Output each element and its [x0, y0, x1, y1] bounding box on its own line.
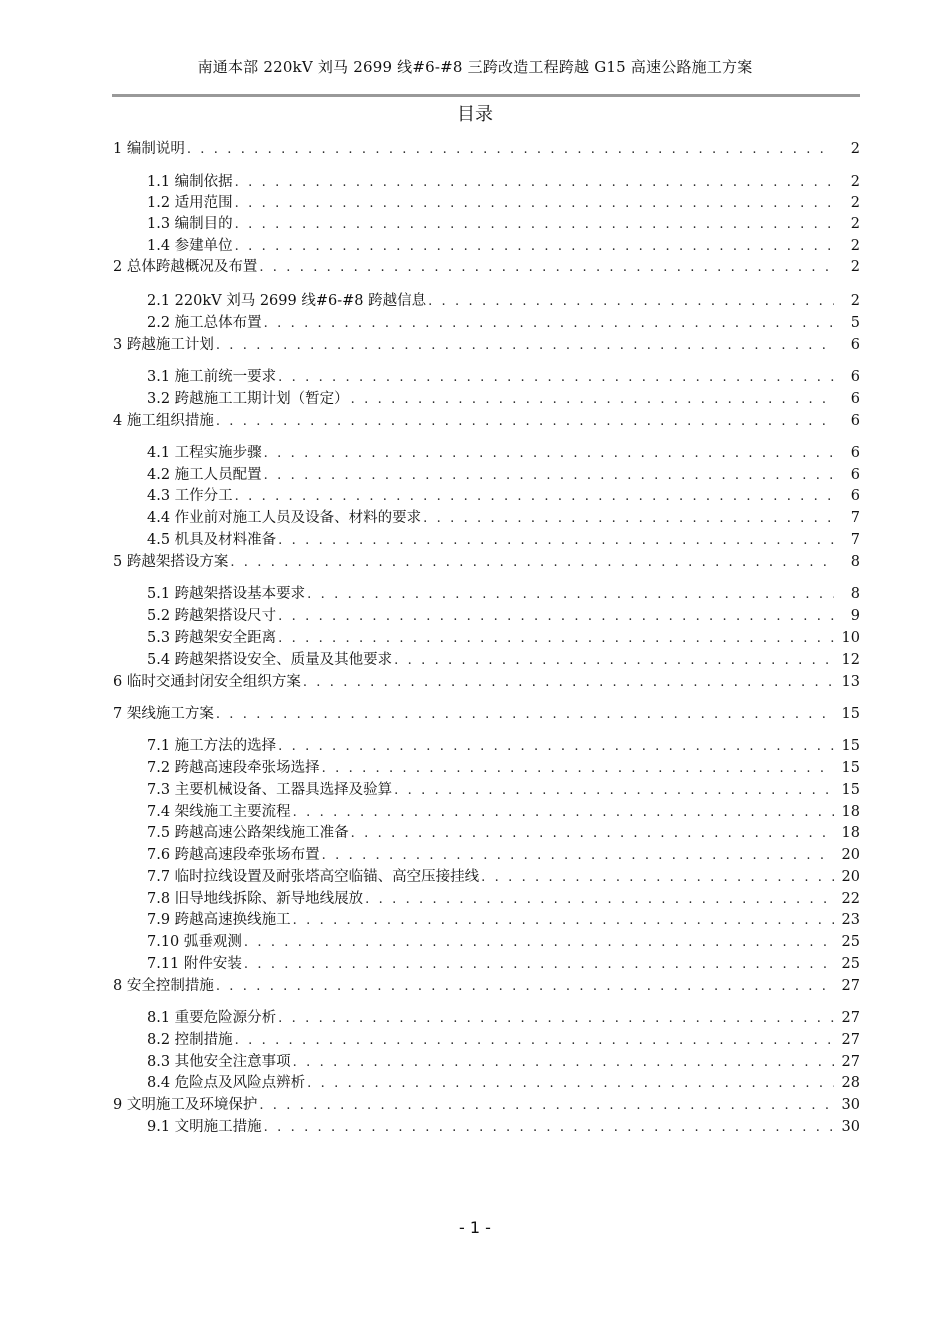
- toc-leader-dots: [264, 1118, 834, 1138]
- toc-entry-page: 2: [850, 141, 860, 157]
- toc-entry-label: 7.9 跨越高速换线施工: [147, 912, 291, 928]
- toc-entry-page: 13: [841, 674, 860, 690]
- toc-entry-page: 25: [841, 956, 860, 972]
- toc-leader-dots: [278, 607, 834, 627]
- toc-leader-dots: [278, 368, 834, 388]
- toc-entry-label: 4.1 工程实施步骤: [147, 445, 262, 461]
- toc-entry-label: 2.2 施工总体布置: [147, 315, 262, 331]
- toc-leader-dots: [264, 444, 834, 464]
- toc-leader-dots: [307, 585, 834, 605]
- toc-entry-page: 15: [841, 706, 860, 722]
- toc-leader-dots: [394, 781, 834, 801]
- toc-entry-label: 5.3 跨越架安全距离: [147, 630, 277, 646]
- toc-leader-dots: [187, 140, 834, 160]
- toc-entry-label: 7.3 主要机械设备、工器具选择及验算: [147, 782, 393, 798]
- toc-entry-label: 4.3 工作分工: [147, 488, 233, 504]
- toc-entry-page: 10: [841, 630, 860, 646]
- toc-entry-label: 4.5 机具及材料准备: [147, 532, 277, 548]
- toc-entry[interactable]: [147, 802, 860, 822]
- toc-leader-dots: [235, 173, 834, 193]
- toc-entry[interactable]: [147, 530, 860, 550]
- toc-entry-label: 4 施工组织措施: [113, 413, 214, 429]
- toc-entry-label: 8.3 其他安全注意事项: [147, 1054, 291, 1070]
- toc-entry-label: 7.2 跨越高速段牵张场选择: [147, 760, 320, 776]
- toc-entry[interactable]: [113, 704, 860, 724]
- toc-entry-page: 2: [850, 195, 860, 211]
- toc-entry[interactable]: [147, 291, 860, 311]
- toc-entry-page: 6: [850, 488, 860, 504]
- toc-entry-page: 18: [841, 804, 860, 820]
- toc-entry-label: 8.4 危险点及风险点辨析: [147, 1075, 306, 1091]
- toc-leader-dots: [244, 955, 834, 975]
- toc-entry-page: 28: [841, 1075, 860, 1091]
- toc-entry-page: 20: [841, 869, 860, 885]
- toc-entry-page: 2: [850, 259, 860, 275]
- toc-entry-page: 18: [841, 825, 860, 841]
- toc-leader-dots: [235, 237, 834, 257]
- toc-leader-dots: [230, 553, 834, 573]
- toc-entry-label: 7.7 临时拉线设置及耐张塔高空临锚、高空压接挂线: [147, 869, 480, 885]
- toc-leader-dots: [264, 466, 834, 486]
- toc-entry-page: 30: [841, 1119, 860, 1135]
- toc-entry-page: 6: [850, 337, 860, 353]
- toc-entry-page: 20: [841, 847, 860, 863]
- toc-entry-label: 6 临时交通封闭安全组织方案: [113, 674, 301, 690]
- toc-entry-label: 3.2 跨越施工工期计划（暂定）: [147, 391, 349, 407]
- toc-entry[interactable]: [113, 552, 860, 572]
- toc-leader-dots: [278, 1009, 834, 1029]
- toc-entry[interactable]: [147, 236, 860, 256]
- toc-entry[interactable]: [147, 465, 860, 485]
- toc-entry-label: 7.5 跨越高速公路架线施工准备: [147, 825, 349, 841]
- toc-title: 目录: [457, 104, 493, 125]
- toc-entry[interactable]: [147, 214, 860, 234]
- toc-entry-page: 6: [850, 445, 860, 461]
- toc-entry-label: 1 编制说明: [113, 141, 185, 157]
- toc-entry-label: 8.1 重要危险源分析: [147, 1010, 277, 1026]
- toc-entry-label: 5 跨越架搭设方案: [113, 554, 229, 570]
- toc-entry-page: 27: [841, 1032, 860, 1048]
- toc-leader-dots: [365, 890, 834, 910]
- toc-entry[interactable]: [147, 1008, 860, 1028]
- toc-leader-dots: [307, 1074, 834, 1094]
- toc-entry-label: 4.4 作业前对施工人员及设备、材料的要求: [147, 510, 422, 526]
- toc-leader-dots: [264, 314, 834, 334]
- toc-entry[interactable]: [113, 411, 860, 431]
- toc-entry-label: 3 跨越施工计划: [113, 337, 214, 353]
- toc-entry[interactable]: [147, 932, 860, 952]
- toc-leader-dots: [322, 759, 834, 779]
- toc-entry[interactable]: [147, 650, 860, 670]
- toc-leader-dots: [216, 336, 834, 356]
- toc-entry-label: 7.1 施工方法的选择: [147, 738, 277, 754]
- toc-entry-page: 8: [850, 554, 860, 570]
- toc-entry-page: 2: [850, 238, 860, 254]
- toc-entry[interactable]: [147, 193, 860, 213]
- toc-entry[interactable]: [147, 367, 860, 387]
- toc-entry-page: 27: [841, 1010, 860, 1026]
- toc-entry[interactable]: [147, 736, 860, 756]
- toc-leader-dots: [428, 292, 834, 312]
- toc-entry-label: 4.2 施工人员配置: [147, 467, 262, 483]
- toc-leader-dots: [303, 673, 834, 693]
- toc-entry[interactable]: [147, 486, 860, 506]
- toc-entry-page: 7: [850, 510, 860, 526]
- toc-entry[interactable]: [113, 335, 860, 355]
- header-rule: [112, 94, 860, 97]
- toc-entry[interactable]: [147, 1117, 860, 1137]
- toc-leader-dots: [235, 1031, 834, 1051]
- toc-leader-dots: [259, 258, 834, 278]
- toc-entry-label: 7.10 弧垂观测: [147, 934, 242, 950]
- page-number: - 1 -: [459, 1218, 491, 1237]
- toc-entry-label: 5.4 跨越架搭设安全、质量及其他要求: [147, 652, 393, 668]
- toc-entry-label: 7.4 架线施工主要流程: [147, 804, 291, 820]
- toc-entry[interactable]: [147, 313, 860, 333]
- toc-leader-dots: [293, 911, 834, 931]
- toc-entry[interactable]: [147, 1052, 860, 1072]
- document-header: 南通本部 220kV 刘马 2699 线#6-#8 三跨改造工程跨越 G15 高速公路施工方案: [197, 58, 753, 76]
- toc-leader-dots: [216, 412, 834, 432]
- toc-entry-label: 5.2 跨越架搭设尺寸: [147, 608, 277, 624]
- toc-entry[interactable]: [147, 1030, 860, 1050]
- toc-leader-dots: [423, 509, 834, 529]
- toc-leader-dots: [481, 868, 834, 888]
- toc-entry[interactable]: [113, 672, 860, 692]
- toc-entry[interactable]: [147, 845, 860, 865]
- toc-entry[interactable]: [147, 1073, 860, 1093]
- toc-entry-page: 2: [850, 216, 860, 232]
- toc-entry-label: 7.6 跨越高速段牵张场布置: [147, 847, 320, 863]
- toc-entry-page: 6: [850, 467, 860, 483]
- toc-entry-label: 3.1 施工前统一要求: [147, 369, 277, 385]
- toc-entry-page: 2: [850, 293, 860, 309]
- toc-leader-dots: [278, 531, 834, 551]
- toc-entry-page: 23: [841, 912, 860, 928]
- toc-leader-dots: [259, 1096, 834, 1116]
- toc-entry-page: 12: [841, 652, 860, 668]
- toc-entry[interactable]: [113, 139, 860, 159]
- toc-leader-dots: [278, 629, 834, 649]
- toc-entry-label: 1.1 编制依据: [147, 174, 233, 190]
- toc-entry-label: 9.1 文明施工措施: [147, 1119, 262, 1135]
- toc-entry[interactable]: [147, 443, 860, 463]
- toc-entry-label: 8 安全控制措施: [113, 978, 214, 994]
- toc-leader-dots: [235, 215, 834, 235]
- toc-entry-label: 7 架线施工方案: [113, 706, 214, 722]
- toc-entry-page: 15: [841, 782, 860, 798]
- toc-entry[interactable]: [113, 257, 860, 277]
- toc-entry-label: 9 文明施工及环境保护: [113, 1097, 258, 1113]
- toc-entry[interactable]: [147, 780, 860, 800]
- toc-leader-dots: [293, 1053, 834, 1073]
- toc-entry-page: 15: [841, 760, 860, 776]
- toc-entry[interactable]: [113, 976, 860, 996]
- toc-entry-page: 2: [850, 174, 860, 190]
- toc-leader-dots: [235, 487, 834, 507]
- toc-entry-page: 9: [850, 608, 860, 624]
- toc-leader-dots: [244, 933, 834, 953]
- toc-entry[interactable]: [147, 628, 860, 648]
- toc-entry-page: 5: [850, 315, 860, 331]
- toc-entry-page: 6: [850, 413, 860, 429]
- toc-entry-page: 15: [841, 738, 860, 754]
- toc-entry-label: 7.11 附件安装: [147, 956, 242, 972]
- toc-entry-page: 27: [841, 1054, 860, 1070]
- toc-entry-page: 22: [841, 891, 860, 907]
- toc-entry[interactable]: [113, 1095, 860, 1115]
- toc-entry[interactable]: [147, 867, 860, 887]
- toc-entry-page: 25: [841, 934, 860, 950]
- toc-entry-label: 5.1 跨越架搭设基本要求: [147, 586, 306, 602]
- toc-entry[interactable]: [147, 606, 860, 626]
- toc-entry[interactable]: [147, 758, 860, 778]
- toc-entry[interactable]: [147, 508, 860, 528]
- toc-leader-dots: [322, 846, 834, 866]
- toc-entry[interactable]: [147, 910, 860, 930]
- toc-leader-dots: [278, 737, 834, 757]
- toc-leader-dots: [293, 803, 834, 823]
- toc-entry-label: 1.3 编制目的: [147, 216, 233, 232]
- toc-leader-dots: [394, 651, 834, 671]
- toc-leader-dots: [216, 977, 834, 997]
- toc-leader-dots: [351, 824, 834, 844]
- toc-entry-page: 6: [850, 391, 860, 407]
- toc-entry-page: 8: [850, 586, 860, 602]
- toc-entry[interactable]: [147, 889, 860, 909]
- toc-entry[interactable]: [147, 823, 860, 843]
- toc-entry-label: 2.1 220kV 刘马 2699 线#6-#8 跨越信息: [147, 293, 427, 309]
- toc-entry-label: 8.2 控制措施: [147, 1032, 233, 1048]
- toc-entry[interactable]: [147, 954, 860, 974]
- toc-entry-page: 30: [841, 1097, 860, 1113]
- toc-entry-label: 2 总体跨越概况及布置: [113, 259, 258, 275]
- toc-leader-dots: [235, 194, 834, 214]
- toc-leader-dots: [216, 705, 834, 725]
- toc-entry-page: 27: [841, 978, 860, 994]
- toc-entry-label: 1.2 适用范围: [147, 195, 233, 211]
- toc-entry[interactable]: [147, 172, 860, 192]
- toc-entry[interactable]: [147, 584, 860, 604]
- toc-entry-page: 7: [850, 532, 860, 548]
- toc-entry[interactable]: [147, 389, 860, 409]
- toc-entry-page: 6: [850, 369, 860, 385]
- toc-leader-dots: [351, 390, 834, 410]
- toc-entry-label: 7.8 旧导地线拆除、新导地线展放: [147, 891, 364, 907]
- toc-entry-label: 1.4 参建单位: [147, 238, 233, 254]
